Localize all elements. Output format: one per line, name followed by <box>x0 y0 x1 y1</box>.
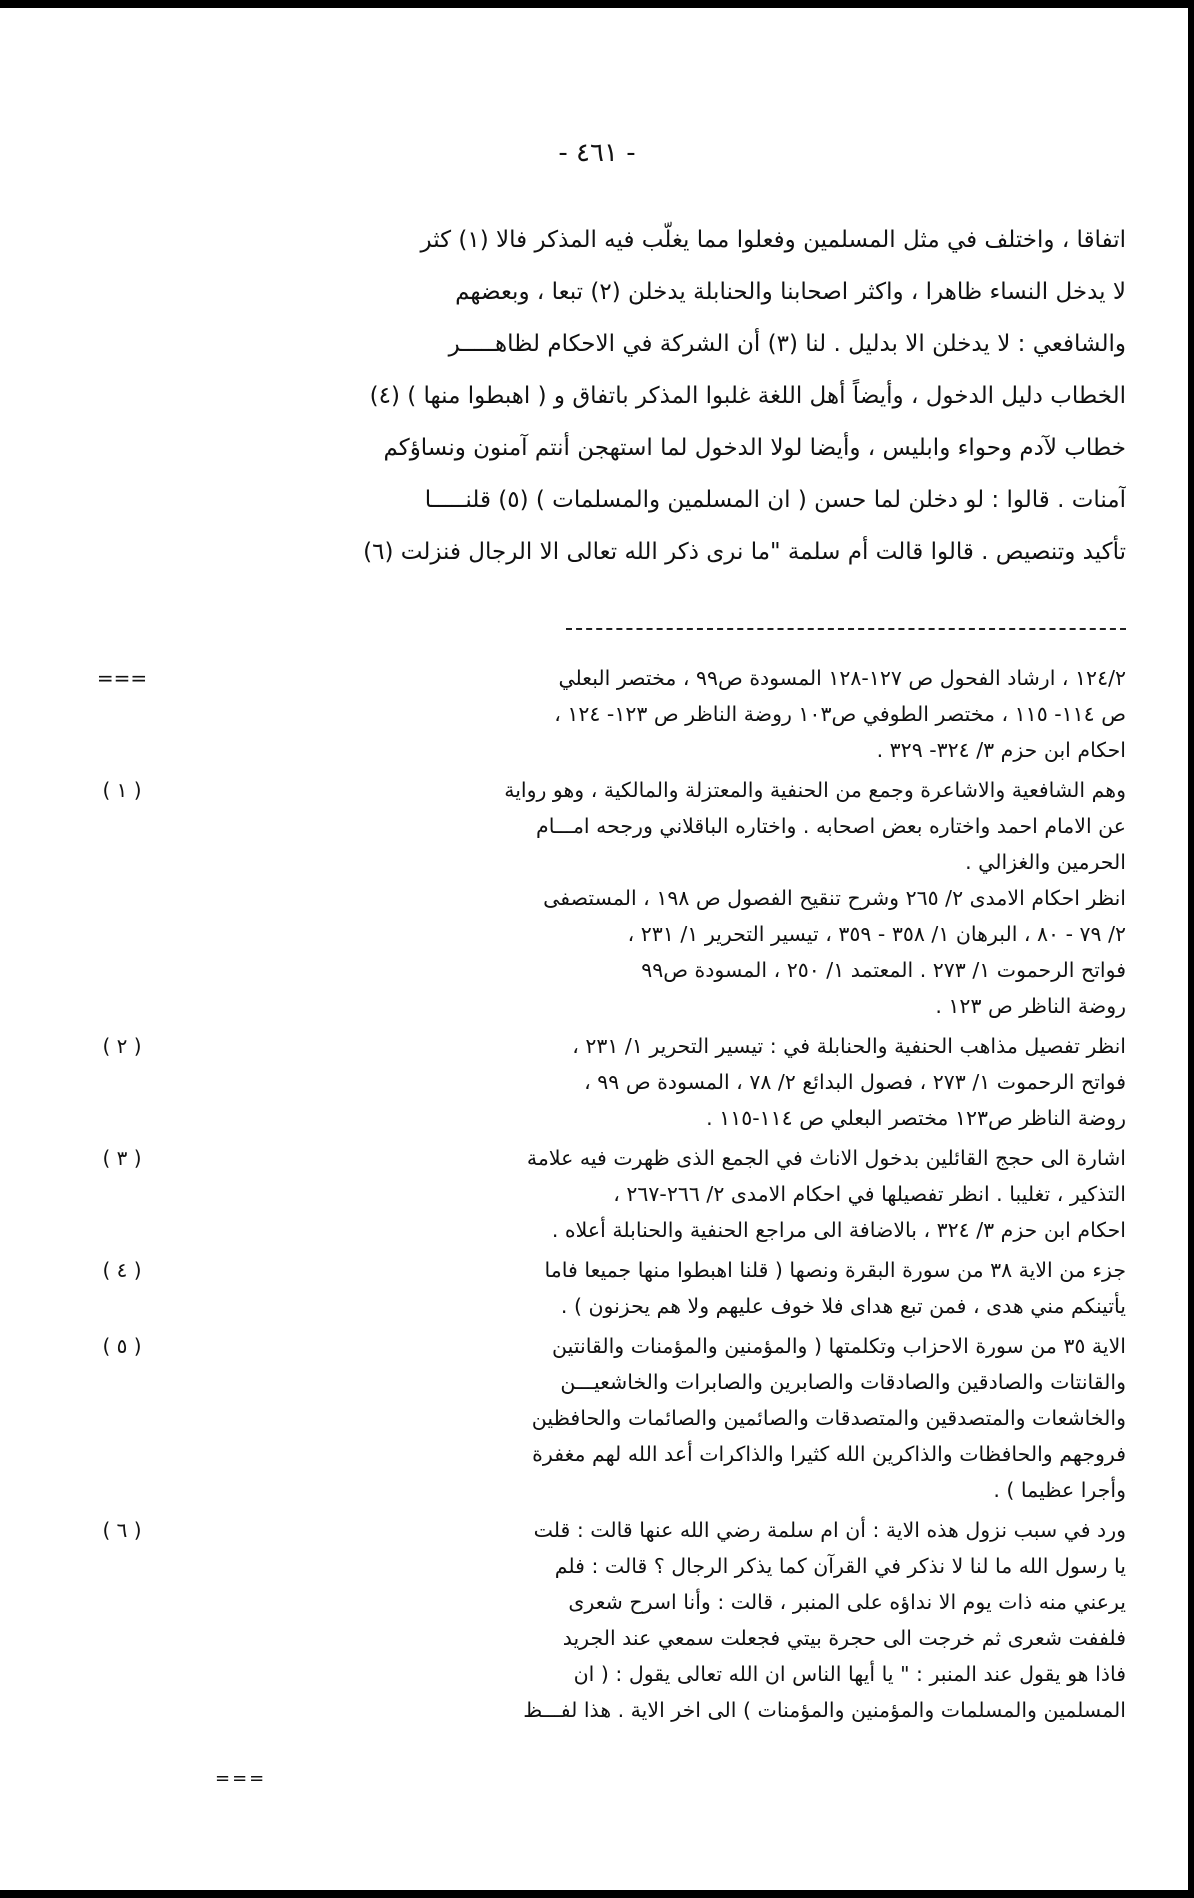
footnote-3 <box>76 1140 1126 1248</box>
footnote-line: يرعني منه ذات يوم الا نداؤه على المنبر ، قالت : وأنا اسرح شعرى <box>568 1590 1126 1614</box>
footnote-marker: === <box>96 666 148 690</box>
footnote-line: ص ١١٤- ١١٥ ، مختصر الطوفي ص١٠٣ روضة الناظر ص ١٢٣- ١٢٤ ، <box>554 702 1126 726</box>
footnote-body <box>168 1252 1126 1324</box>
footnote-line: الاية ٣٥ من سورة الاحزاب وتكلمتها ( والمؤمنين والمؤمنات والقانتين <box>552 1334 1126 1358</box>
main-line: الخطاب دليل الدخول ، وأيضاً أهل اللغة غلبوا المذكر باتفاق و ( اهبطوا منها ) (٤) <box>369 383 1126 409</box>
footnote-line: اشارة الى حجج القائلين بدخول الاناث في الجمع الذى ظهرت فيه علامة <box>526 1146 1126 1170</box>
footnote-body <box>168 1512 1126 1728</box>
footnote-marker: ( ٤ ) <box>102 1258 142 1282</box>
footnote-line: فلففت شعرى ثم خرجت الى حجرة بيتي فجعلت سمعي عند الجريد <box>562 1626 1126 1650</box>
footnote-line: يأتينكم مني هدى ، فمن تبع هداى فلا خوف عليهم ولا هم يحزنون ) . <box>560 1294 1126 1318</box>
footnote-6 <box>76 1512 1126 1728</box>
footnote-line: روضة الناظر ص١٢٣ مختصر البعلي ص ١١٤-١١٥ . <box>706 1106 1126 1130</box>
footnote-continuation <box>76 660 1126 768</box>
scan-border-top <box>0 0 1194 8</box>
footnote-line: والقانتات والصادقين والصادقات والصابرين والصابرات والخاشعيـــن <box>560 1370 1126 1394</box>
footnote-line: ١٢٤/٢ ، ارشاد الفحول ص ١٢٧-١٢٨ المسودة ص٩٩ ، مختصر البعلي <box>558 666 1126 690</box>
footnote-line: فاذا هو يقول عند المنبر : " يا أيها الناس ان الله تعالى يقول : ( ان <box>573 1662 1126 1686</box>
footnote-line: عن الامام احمد واختاره بعض اصحابه . واختاره الباقلاني ورجحه امـــام <box>536 814 1126 838</box>
footnote-line: فواتح الرحموت ١/ ٢٧٣ ، فصول البدائع ٢/ ٧٨ ، المسودة ص ٩٩ ، <box>584 1070 1126 1094</box>
footnote-1 <box>76 772 1126 1024</box>
footnote-line: المسلمين والمسلمات والمؤمنين والمؤمنات ) الى اخر الاية . هذا لفـــظ <box>523 1698 1126 1722</box>
footnote-line: والخاشعات والمتصدقين والمتصدقات والصائمين والصائمات والحافظين <box>531 1406 1126 1430</box>
footnotes <box>76 660 1126 1732</box>
main-line: خطاب لآدم وحواء وابليس ، وأيضا لولا الدخول لما استهجن أنتم آمنون ونساؤكم <box>383 435 1126 461</box>
footnote-marker: ( ٦ ) <box>102 1518 142 1542</box>
footnote-line: انظر تفصيل مذاهب الحنفية والحنابلة في : تيسير التحرير ١/ ٢٣١ ، <box>572 1034 1126 1058</box>
footnote-line: انظر احكام الامدى ٢/ ٢٦٥ وشرح تنقيح الفصول ص ١٩٨ ، المستصفى <box>543 886 1126 910</box>
footnote-line: احكام ابن حزم ٣/ ٣٢٤ ، بالاضافة الى مراجع الحنفية والحنابلة أعلاه . <box>551 1218 1126 1242</box>
footnote-line: وأجرا عظيما ) . <box>993 1478 1126 1502</box>
footnote-line: الحرمين والغزالي . <box>965 850 1126 874</box>
footnote-line: التذكير ، تغليبا . انظر تفصيلها في احكام الامدى ٢/ ٢٦٦-٢٦٧ ، <box>613 1182 1126 1206</box>
page-number: - ٤٦١ - <box>558 138 636 168</box>
scan-border-bottom <box>0 1890 1194 1898</box>
footnote-4 <box>76 1252 1126 1324</box>
main-line: تأكيد وتنصيص . قالوا قالت أم سلمة "ما نرى ذكر الله تعالى الا الرجال فنزلت (٦) <box>363 539 1126 565</box>
footnote-line: جزء من الاية ٣٨ من سورة البقرة ونصها ( قلنا اهبطوا منها جميعا فاما <box>544 1258 1126 1282</box>
footnote-line: يا رسول الله ما لنا لا نذكر في القرآن كما يذكر الرجال ؟ قالت : فلم <box>554 1554 1126 1578</box>
footnote-2 <box>76 1028 1126 1136</box>
footnote-line: فروجهم والحافظات والذاكرين الله كثيرا والذاكرات أعد الله لهم مغفرة <box>532 1442 1126 1466</box>
footnote-marker: ( ١ ) <box>102 778 142 802</box>
footnote-line: ٢/ ٧٩ - ٨٠ ، البرهان ١/ ٣٥٨ - ٣٥٩ ، تيسير التحرير ١/ ٢٣١ ، <box>627 922 1126 946</box>
footnote-marker: ( ٣ ) <box>102 1146 142 1170</box>
footnote-divider <box>566 628 1126 630</box>
footnote-body <box>168 1328 1126 1508</box>
footnote-5 <box>76 1328 1126 1508</box>
footnote-line: وهم الشافعية والاشاعرة وجمع من الحنفية والمعتزلة والمالكية ، وهو رواية <box>504 778 1126 802</box>
footnote-body <box>168 1028 1126 1136</box>
main-line: لا يدخل النساء ظاهرا ، واكثر اصحابنا والحنابلة يدخلن (٢) تبعا ، وبعضهم <box>455 279 1126 305</box>
main-line: آمنات . قالوا : لو دخلن لما حسن ( ان المسلمين والمسلمات ) (٥) قلنـــــا <box>424 487 1126 513</box>
footnote-line: فواتح الرحموت ١/ ٢٧٣ . المعتمد ١/ ٢٥٠ ، المسودة ص٩٩ <box>641 958 1126 982</box>
main-line: اتفاقا ، واختلف في مثل المسلمين وفعلوا مما يغلّب فيه المذكر فالا (١) كثر <box>420 227 1126 253</box>
footnote-marker: ( ٥ ) <box>102 1334 142 1358</box>
footnote-body <box>168 772 1126 1024</box>
continuation-mark: === <box>215 1768 267 1789</box>
footnote-line: احكام ابن حزم ٣/ ٣٢٤- ٣٢٩ . <box>876 738 1126 762</box>
scan-border-right <box>1188 0 1194 1898</box>
footnote-line: روضة الناظر ص ١٢٣ . <box>935 994 1126 1018</box>
footnote-line: ورد في سبب نزول هذه الاية : أن ام سلمة رضي الله عنها قالت : قلت <box>533 1518 1126 1542</box>
main-line: والشافعي : لا يدخلن الا بدليل . لنا (٣) أن الشركة في الاحكام لظاهـــــر <box>448 331 1126 357</box>
footnote-body <box>168 1140 1126 1248</box>
footnote-body <box>168 660 1126 768</box>
main-text <box>201 214 1126 578</box>
footnote-marker: ( ٢ ) <box>102 1034 142 1058</box>
